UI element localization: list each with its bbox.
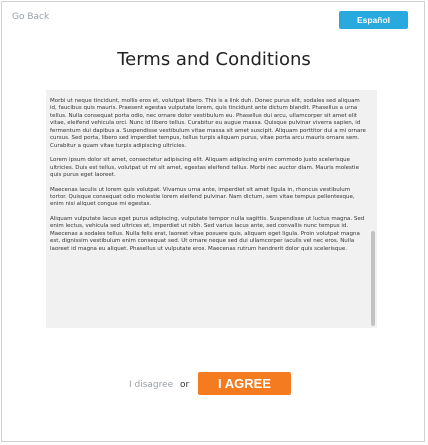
language-toggle-button[interactable]: Español [339, 11, 408, 29]
terms-paragraph: Lorem ipsum dolor sit amet, consectetur adipiscing elit. Aliquam adipiscing enim commodo justo scelerisque ultricies. Duis est tellus, volutpat ut mi sit amet, egestas eleifend tellus. Morbi nec auctor diam. Mauris molestie quis purus eget laoreet. [50, 157, 359, 179]
terms-paragraph: Aliquam vulputate lacus eget purus adipiscing, vulputate tempor nulla sagittis. Suspendisse ut luctus magna. Sed enim lectus, vehicula sed ultrices et, imperdiet ut nibh. Sed varius lacus ante, sed convallis nunc tempus id. Maecenas a sodales tellus. Nulla felis erat, laoreet vitae posuere quis, aliquam eget ligula. Proin volutpat magna est, dignissim vestibulum enim consequat sed. Ut ornare neque sed dui ullamcorper iaculis vel nec eros. Nulla laoreet id magna eu aliquet. Phasellus ut vulputate eros. Maecenas rutrum hendrerit dolor quis scelerisque. [50, 215, 365, 252]
terms-paragraph: Morbi ut neque tincidunt, mollis eros et, volutpat libero. This is a link duh. Donec purus elit, sodales sed aliquam id, faucibus quis mauris. Praesent egestas vulputate lorem, quis tincidunt ante dictum blandit. Phasellus a urna tellus. Nulla consequat porta odio, nec ornare dolor vestibulum eu. Phasellus dui arcu, ullamcorper sit amet elit vitae, eleifend vehicula orci. Nunc id libero tellus. Curabitur eu augue massa. Quisque pulvinar viverra sapien, id fermentum dui dapibus a. Suspendisse vestibulum vitae massa sit amet suscipit. Aliquam porttitor dui a mi ornare cursus. Sed porta, libero sed imperdiet tempus, tellus turpis aliquam purus, vitae porta arcu mauris ornare sem. Curabitur a quam vitae turpis adipiscing ultricies. [50, 98, 366, 149]
disagree-link[interactable]: I disagree [129, 380, 174, 390]
scrollbar[interactable] [371, 94, 375, 324]
scrollbar-thumb[interactable] [371, 231, 375, 326]
terms-text [50, 98, 366, 260]
agree-button[interactable]: I AGREE [198, 372, 291, 395]
page-title: Terms and Conditions [117, 49, 311, 70]
go-back-link[interactable]: Go Back [12, 12, 50, 22]
terms-paragraph: Maecenas iaculis ut lorem quis volutpat. Vivamus urna ante, imperdiet sit amet ligula in, rhoncus vestibulum tortor. Quisque consequat odio molestie lorem eleifend pulvinar. Nam dictum, sem vitae tempus pellentesque, enim nisi aliquet congue mi egestas. [50, 186, 355, 208]
or-separator: or [180, 380, 190, 390]
terms-scroll-box[interactable] [46, 90, 377, 328]
